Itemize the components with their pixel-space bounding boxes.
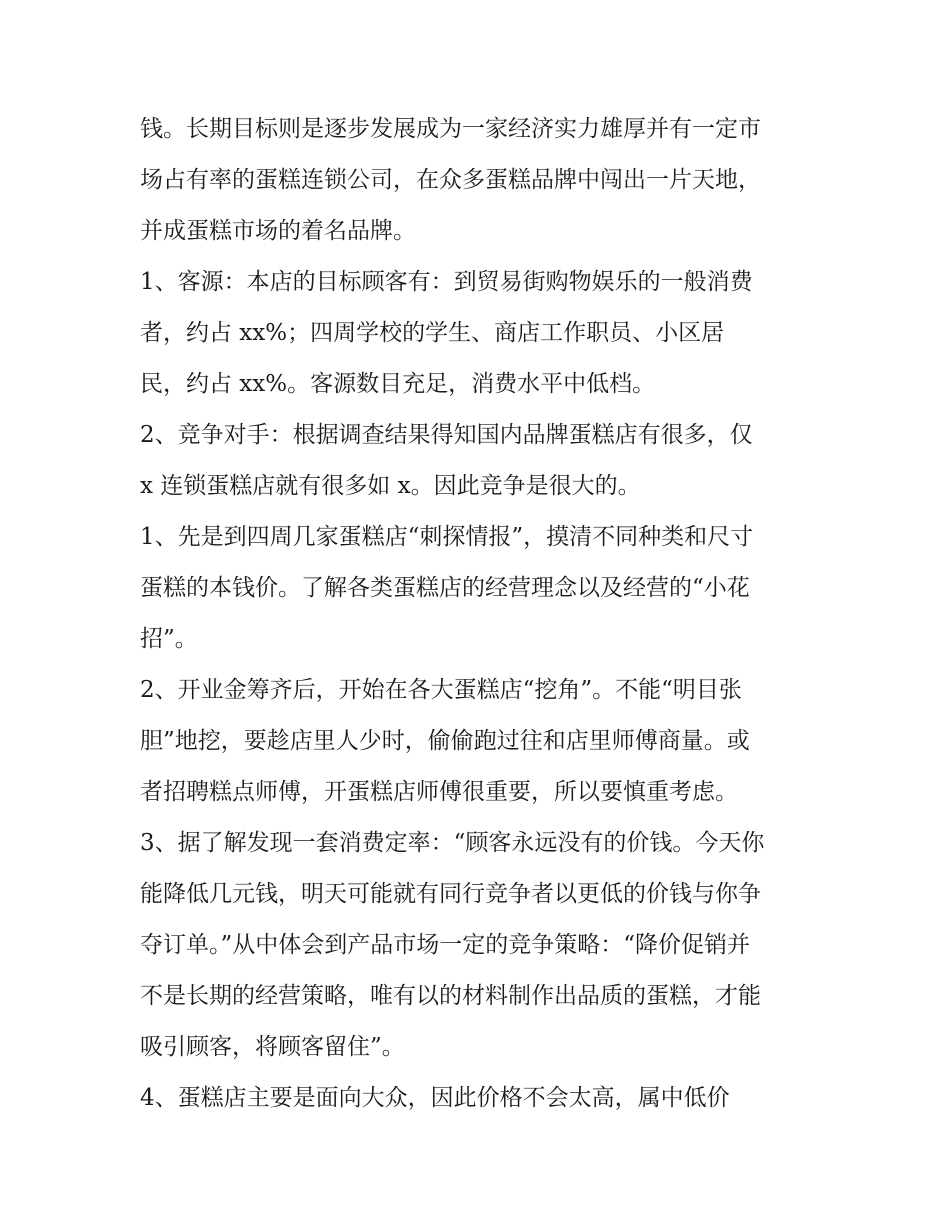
text-line: 吸引顾客，将顾客留住”。 xyxy=(140,1034,405,1060)
text-line: x 连锁蛋糕店就有很多如 x。因此竞争是很大的。 xyxy=(140,473,641,499)
text-line: 胆”地挖，要趁店里人少时，偷偷跑过往和店里师傅商量。或 xyxy=(140,728,750,754)
text-line: 民，约占 xx%。客源数目充足，消费水平中低档。 xyxy=(140,371,656,397)
text-line: 并成蛋糕市场的着名品牌。 xyxy=(140,218,416,244)
text-line: 蛋糕的本钱价。了解各类蛋糕店的经营理念以及经营的“小花 xyxy=(140,575,750,601)
text-line: 1、客源：本店的目标顾客有：到贸易街购物娱乐的一般消费 xyxy=(140,269,753,295)
text-line: 4、蛋糕店主要是面向大众，因此价格不会太高，属中低价 xyxy=(140,1085,730,1111)
text-line: 钱。长期目标则是逐步发展成为一家经济实力雄厚并有一定市 xyxy=(140,116,761,142)
text-line: 招”。 xyxy=(140,626,198,652)
text-line: 夺订单。”从中体会到产品市场一定的竞争策略：“降价促销并 xyxy=(140,932,751,958)
text-line: 3、据了解发现一套消费定率：“顾客永远没有的价钱。今天你 xyxy=(140,830,765,856)
text-line: 场占有率的蛋糕连锁公司，在众多蛋糕品牌中闯出一片天地， xyxy=(140,167,761,193)
document-body xyxy=(140,104,820,1124)
text-line: 1、先是到四周几家蛋糕店“刺探情报”，摸清不同种类和尺寸 xyxy=(140,524,754,550)
text-line: 者，约占 xx%；四周学校的学生、商店工作职员、小区居 xyxy=(140,320,725,346)
text-line: 2、开业金筹齐后，开始在各大蛋糕店“挖角”。不能“明目张 xyxy=(140,677,742,703)
text-line: 不是长期的经营策略，唯有以的材料制作出品质的蛋糕，才能 xyxy=(140,983,761,1009)
text-line: 者招聘糕点师傅，开蛋糕店师傅很重要，所以要慎重考虑。 xyxy=(140,779,738,805)
text-line: 2、竞争对手：根据调查结果得知国内品牌蛋糕店有很多，仅 xyxy=(140,422,753,448)
text-line: 能降低几元钱，明天可能就有同行竞争者以更低的价钱与你争 xyxy=(140,881,761,907)
